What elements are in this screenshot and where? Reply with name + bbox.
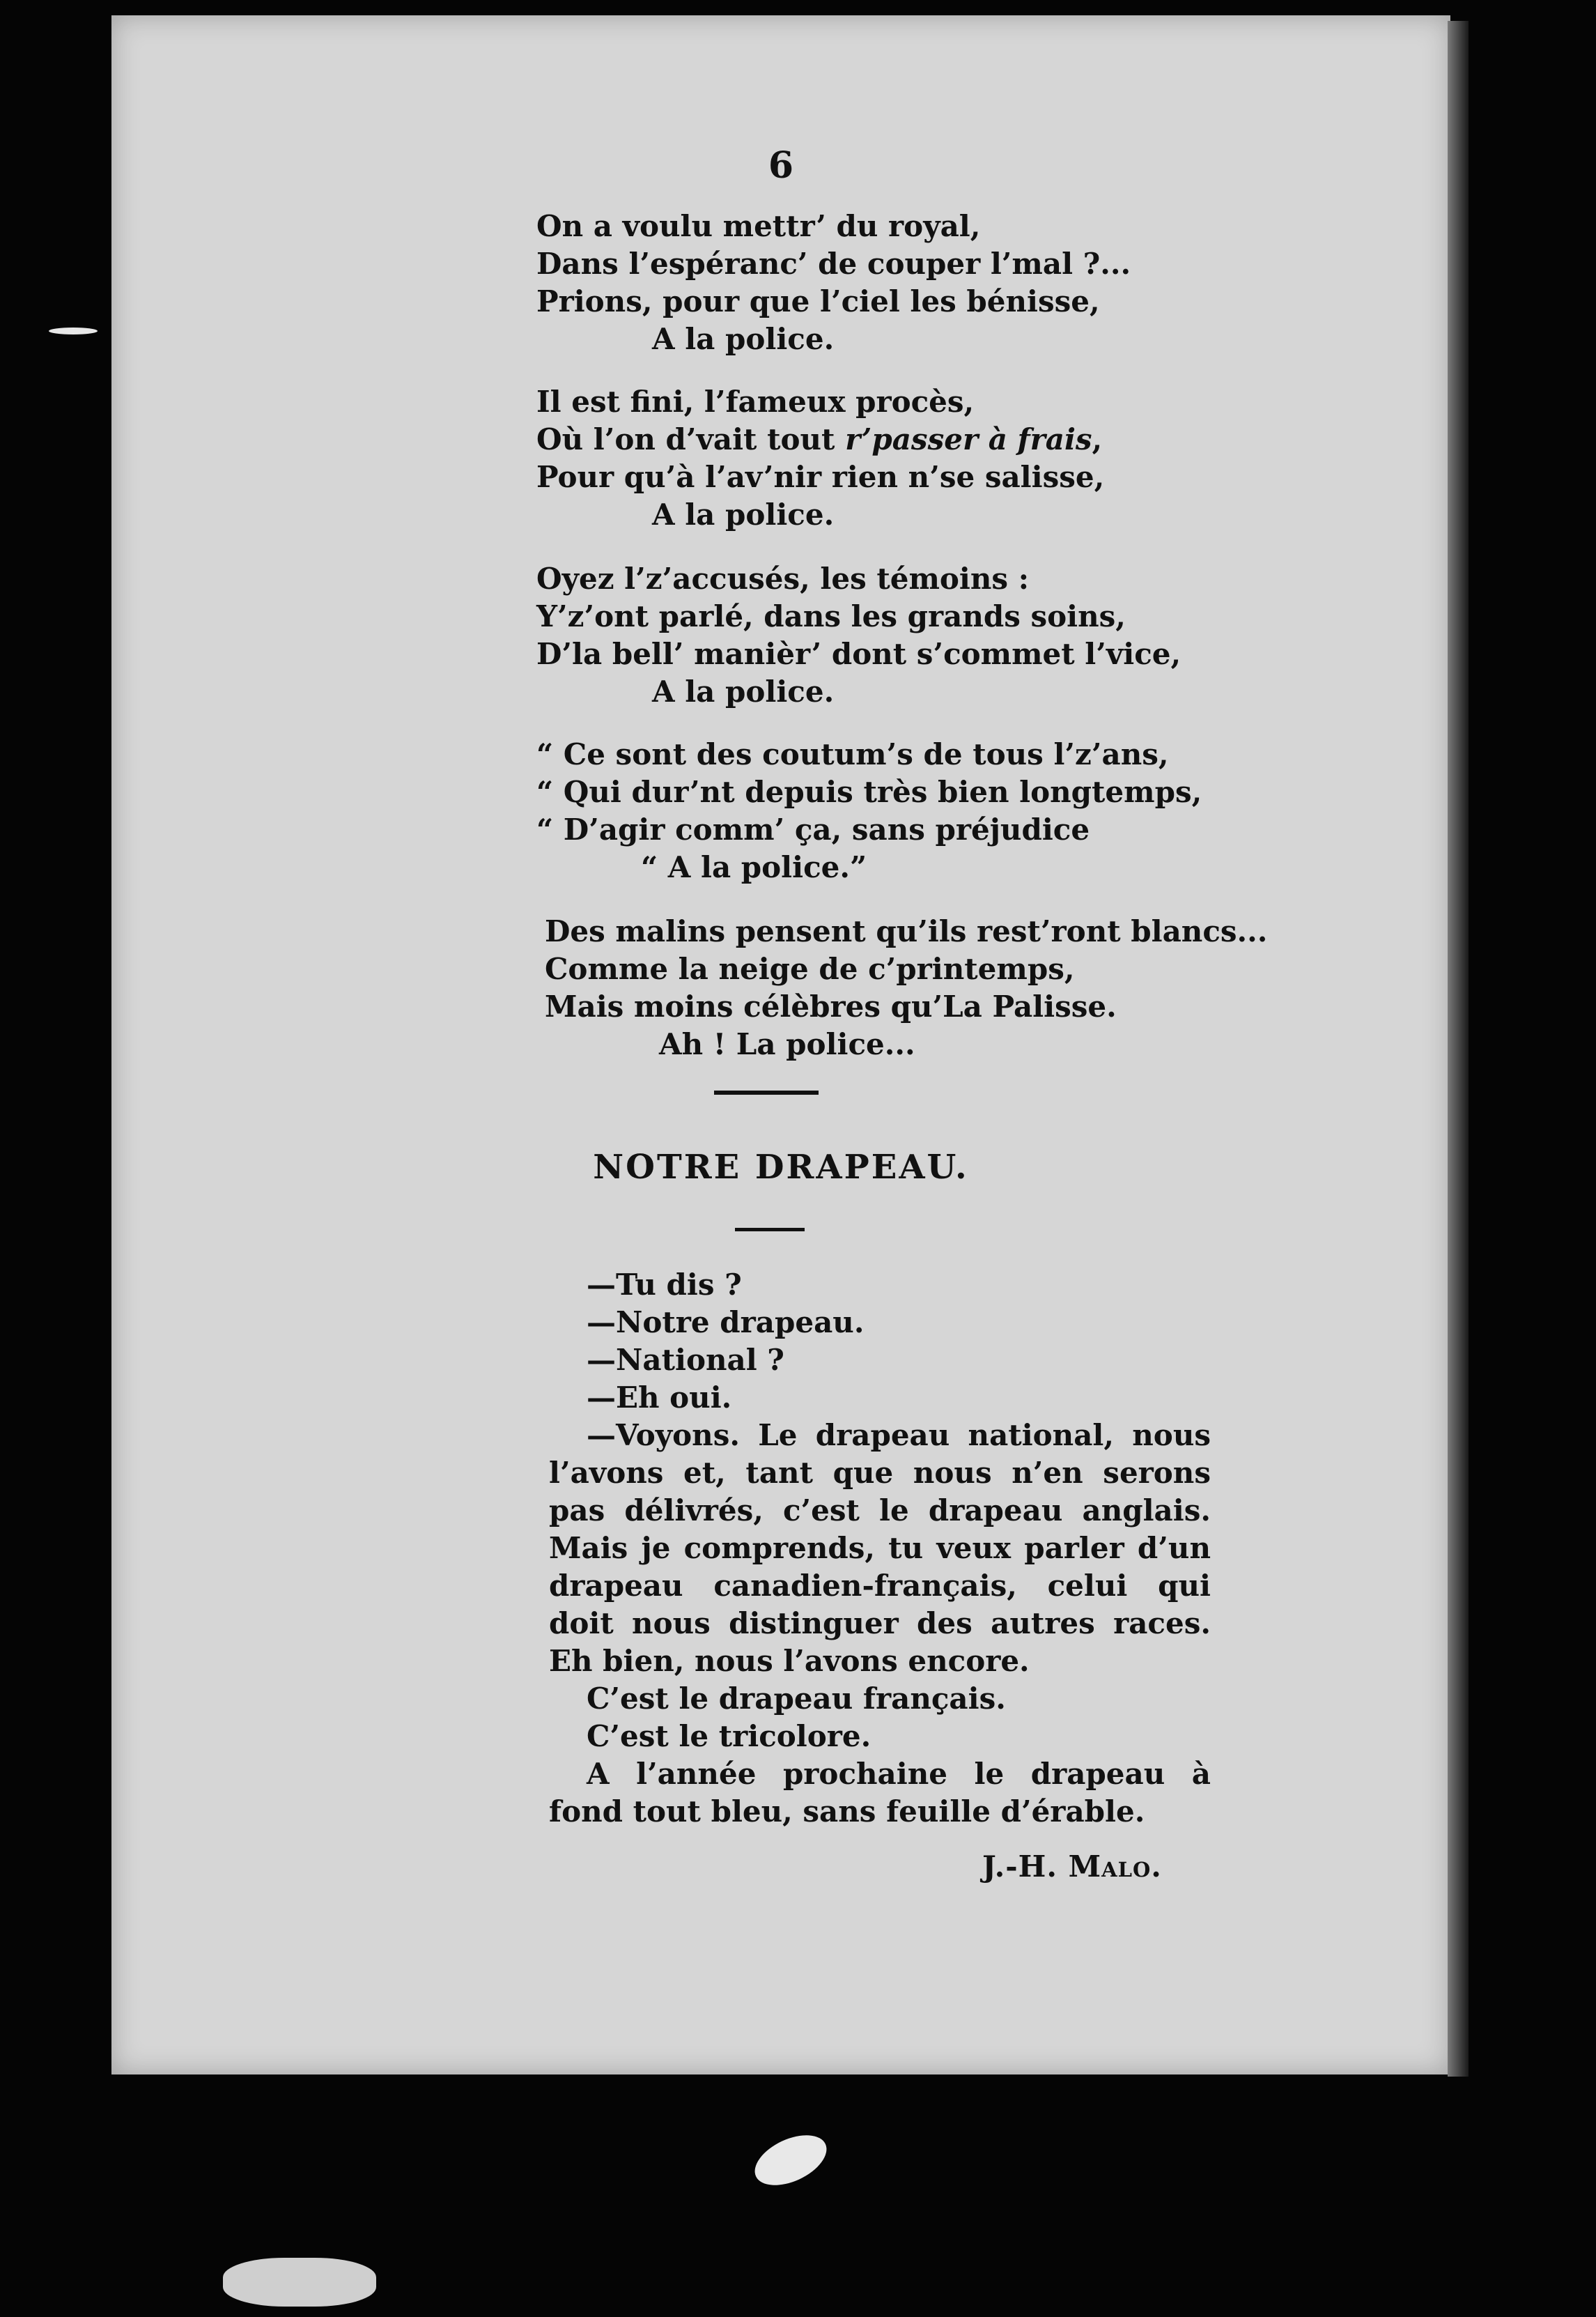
verse-line: D’la bell’ manièr’ dont s’commet l’vice,: [536, 637, 1181, 671]
title-divider: [735, 1228, 805, 1231]
verse-refrain: A la police.: [652, 675, 835, 709]
author-signature: [982, 1849, 1162, 1884]
signature-initials: J.-H.: [982, 1849, 1057, 1884]
stanza-5: [545, 913, 1267, 1063]
verse-line: On a voulu mettr’ du royal,: [536, 209, 981, 243]
dialogue-line: —National ?: [587, 1343, 784, 1377]
verse-refrain: A la police.: [652, 322, 835, 356]
verse-line: Y’z’ont parlé, dans les grands soins,: [536, 599, 1126, 633]
scan-speck: [747, 2125, 834, 2196]
paragraph: C’est le drapeau français.: [587, 1681, 1006, 1716]
verse-line: Dans l’espéranc’ de couper l’mal ?...: [536, 247, 1131, 281]
verse-line: Oyez l’z’accusés, les témoins :: [536, 562, 1030, 596]
verse-line: Comme la neige de c’printemps,: [545, 952, 1075, 986]
prose-block: [549, 1417, 1211, 1831]
scan-speck: [223, 2258, 376, 2307]
page-number: 6: [768, 144, 794, 187]
verse-line: Prions, pour que l’ciel les bénisse,: [536, 284, 1100, 318]
scan-speck: [49, 328, 98, 334]
dialogue-line: —Tu dis ?: [587, 1268, 742, 1302]
verse-line: “ D’agir comm’ ça, sans préjudice: [536, 813, 1090, 847]
verse-line: Des malins pensent qu’ils rest’ront blancs...: [545, 914, 1268, 948]
verse-refrain: Ah ! La police...: [659, 1027, 915, 1061]
verse-line: Mais moins célèbres qu’La Palisse.: [545, 990, 1117, 1024]
verse-line: Où l’on d’vait tout r’passer à frais,: [536, 422, 1103, 456]
verse-line: Il est fini, l’fameux procès,: [536, 385, 975, 419]
paragraph: A l’année prochaine le drapeau à fond tout bleu, sans feuille d’érable.: [549, 1757, 1211, 1829]
verse-refrain: “ A la police.”: [641, 850, 867, 884]
dialogue-block: [587, 1266, 864, 1417]
stanza-3: [536, 560, 1181, 711]
verse-line: “ Qui dur’nt depuis très bien longtemps,: [536, 775, 1202, 809]
verse-line: “ Ce sont des coutum’s de tous l’z’ans,: [536, 737, 1169, 771]
dialogue-line: —Notre drapeau.: [587, 1305, 865, 1339]
verse-refrain: A la police.: [652, 498, 835, 532]
section-divider: [714, 1091, 819, 1095]
paragraph: C’est le tricolore.: [587, 1719, 871, 1753]
page-edge-shadow: [1448, 21, 1469, 2077]
stanza-2: [536, 383, 1104, 534]
signature-name: Malo.: [1068, 1849, 1162, 1884]
paragraph: —Voyons. Le drapeau national, nous l’avons et, tant que nous n’en serons pas délivrés, c’est le drapeau anglais. Mais je comprends, tu veux parler d’un drapeau canadien-français, celui qui doit nous distinguer des autres races. Eh bien, nous l’avons encore.: [549, 1418, 1211, 1678]
dialogue-line: —Eh oui.: [587, 1380, 732, 1415]
section-title: NOTRE DRAPEAU.: [593, 1148, 969, 1187]
document-page: [111, 15, 1450, 2074]
stanza-4: [536, 736, 1202, 886]
verse-line: Pour qu’à l’av’nir rien n’se salisse,: [536, 460, 1105, 494]
stanza-1: [536, 208, 1131, 358]
